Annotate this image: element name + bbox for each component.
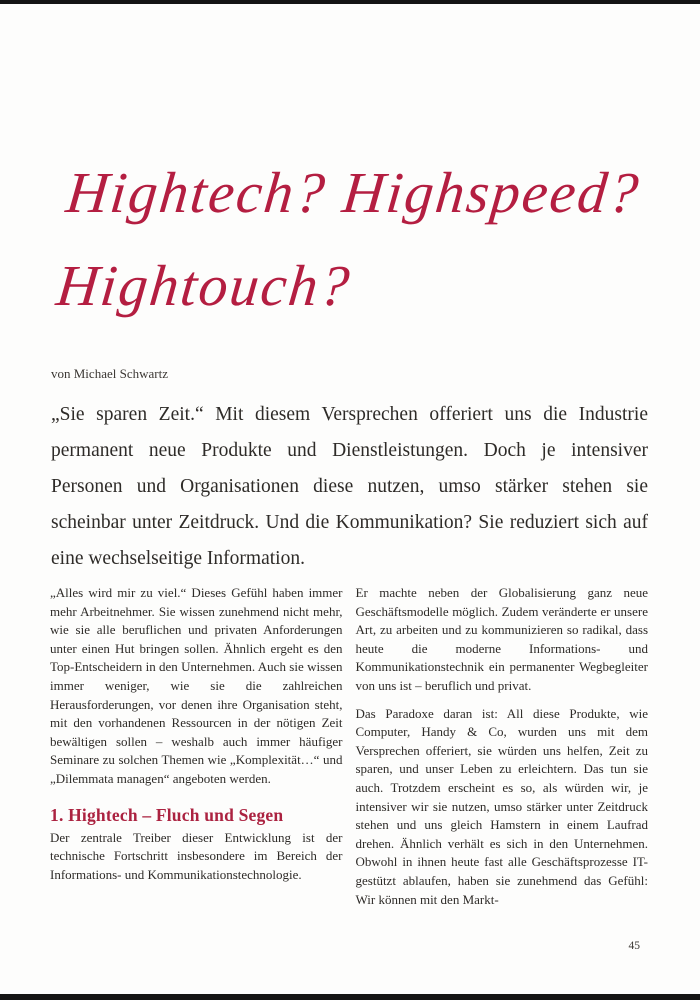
page-number: 45 bbox=[628, 940, 640, 952]
column-left bbox=[50, 584, 343, 909]
intro-paragraph: „Sie sparen Zeit.“ Mit diesem Versprechen offeriert uns die Industrie permanent neue Produkte und Dienstleistungen. Doch je intensiver Personen und Organisationen diese nutzen, umso stärker stehen sie scheinbar unter Zeitdruck. Und die Kommunikation? Sie reduziert sich auf eine wechselseitige Information. bbox=[51, 404, 648, 569]
scan-edge-bottom bbox=[0, 994, 700, 1000]
column-right bbox=[356, 584, 649, 909]
scan-edge-top bbox=[0, 0, 700, 4]
left-paragraph-2: Der zentrale Treiber dieser Entwicklung ist der technische Fortschritt insbesondere im Bereich der Informations- und Kommunikationstechnologie. bbox=[50, 829, 343, 882]
article-columns bbox=[50, 584, 648, 909]
left-paragraph-1: „Alles wird mir zu viel.“ Dieses Gefühl haben immer mehr Arbeitnehmer. Sie wissen zunehmend nicht mehr, wie sie alle beruflichen und privaten Anforderungen unter einen Hut bringen sollen. Ähnlich ergeht es den Top-Entscheidern in den Unternehmen. Auch sie wissen immer weniger, wie sie die zahlreichen Herausforderungen, vor denen ihre Organisation steht, mit den vorhandenen Ressourcen in der nötigen Zeit bewältigen sollen – weshalb auch immer häufiger Seminare zu solchen Themen wie „Komplexität…“ und „Dilemmata managen“ angeboten werden. bbox=[50, 585, 343, 786]
right-paragraph-2: Das Paradoxe daran ist: All diese Produkte, wie Computer, Handy & Co, wurden uns mit dem Versprechen offeriert, sie würden uns helfen, Zeit zu sparen, und unser Leben zu erleichtern. Das tun sie auch. Trotzdem erscheint es so, als würden wir, je intensiver wir sie nutzen, umso stärker unter Zeitdruck stehen und uns gleich Hamstern in einem Laufrad drehen. Ähnlich verhält es sich in den Unternehmen. Obwohl in ihnen heute fast alle Geschäftsprozesse IT-gestützt ablaufen, haben sie zunehmend das Gefühl: Wir können mit den Markt- bbox=[355, 705, 648, 907]
byline: von Michael Schwartz bbox=[51, 366, 168, 381]
article-title bbox=[52, 146, 668, 332]
right-paragraph-1: Er machte neben der Globalisierung ganz neue Geschäftsmodelle möglich. Zudem veränderte er unsere Art, zu arbeiten und zu kommunizieren so radikal, dass heute die moderne Informations- und Kommunikationstechnik ein permanenter Wegbegleiter von uns ist – beruflich und privat. bbox=[355, 585, 648, 693]
section-heading: 1. Hightech – Fluch und Segen bbox=[50, 804, 284, 825]
article-title-line2: Hightouch? bbox=[53, 253, 355, 318]
article-title-line1: Hightech? Highspeed? bbox=[63, 160, 644, 225]
